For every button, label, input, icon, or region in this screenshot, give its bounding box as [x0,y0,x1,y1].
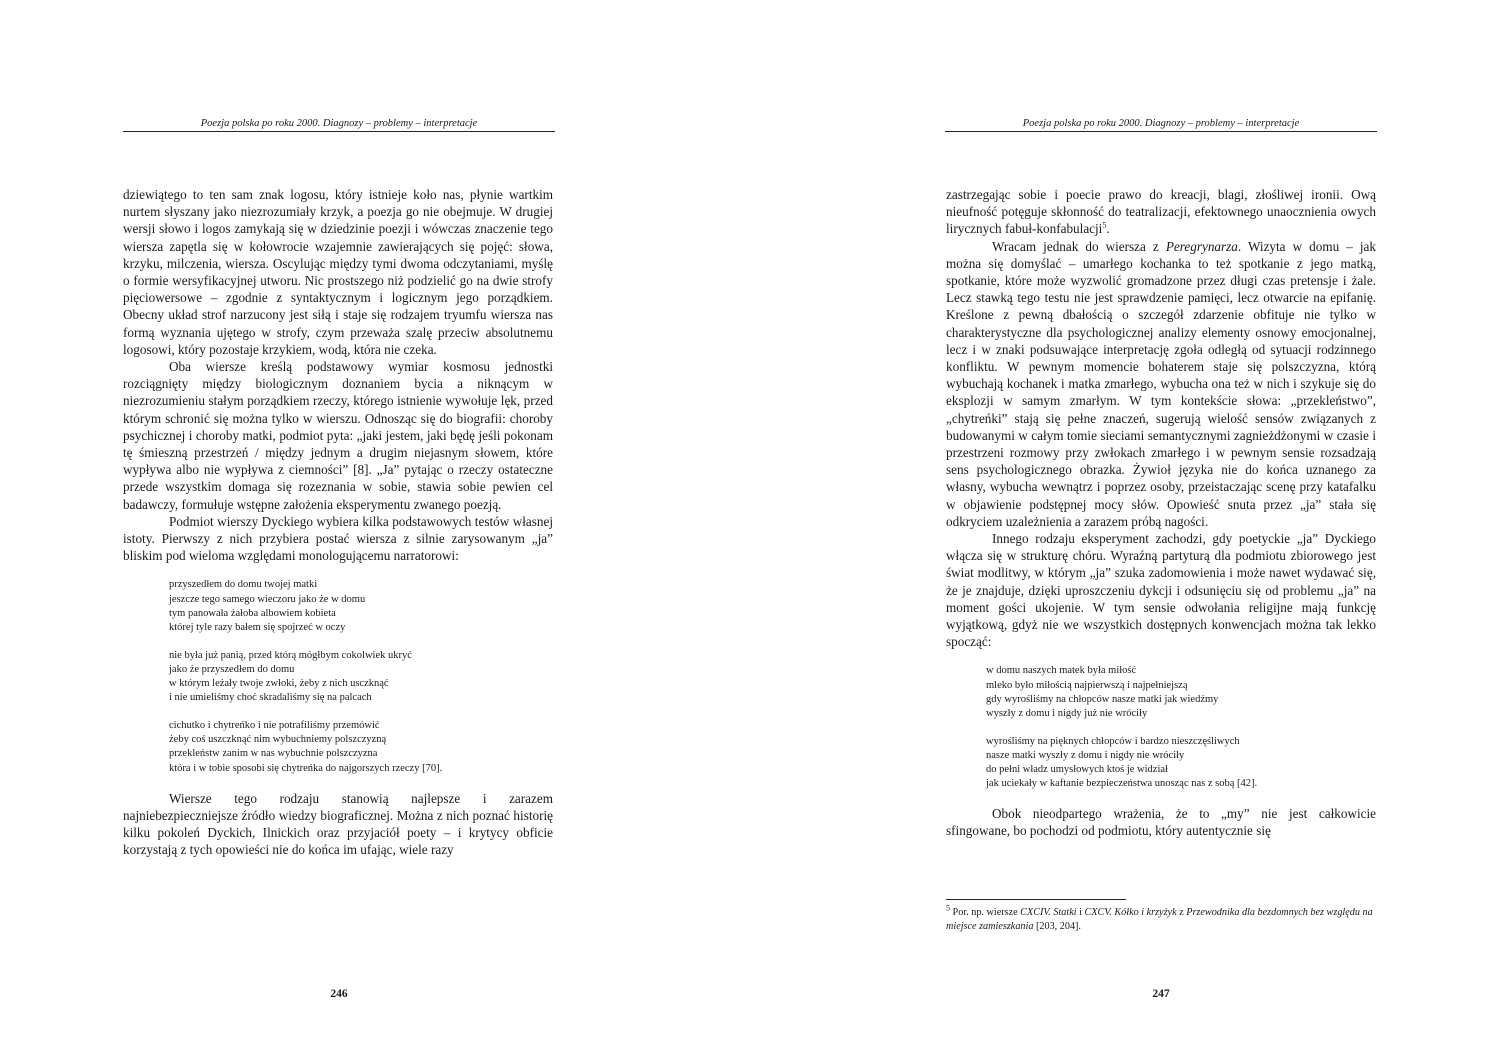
footnote-text: [203, 204]. [1033,921,1081,932]
footnote-text: z [1176,907,1187,918]
footnote-rule [946,899,1126,900]
header-rule [945,131,1377,132]
poem-line: nie była już panią, przed którą mógłbym cokolwiek ukryć [169,649,412,661]
book-title: Peregrynarza [1165,238,1238,254]
paragraph: Podmiot wierszy Dyckiego wybiera kilka podstawowych testów własnej istoty. Pierwszy z nich przybiera postać wiersza z silnie zarysowanym „ja” bliskim pod wieloma względami monologującemu narratorowi: [123,513,553,564]
paragraph [946,238,1376,530]
stanza [169,578,553,634]
paragraph: dziewiątego to ten sam znak logosu, który istnieje koło nas, płynie wartkim nurtem słyszany jako niezrozumiały krzyk, a poezja go nie obejmuje. W drugiej wersji słowo i logos zamykają się w dziedzinie poezji i wówczas znaczenie tego wiersza zapętla się w kołowrocie wzajemnie zawierających się pojęć: słowa, krzyku, milczenia, wiersza. Oscylując między tymi dwoma odczytaniami, myślę o formie wersyfikacyjnej utworu. Nic prostszego niż podzielić go na dwie strofy pięciowersowe – zgodnie z syntaktycznym i logicznym jego porządkiem. Obecny układ strof narzucony jest siłą i staje się rodzajem tryumfu wiersza nas formą wyznania ujętego w strofy, czym przeważa szalę przeciw absolutnemu logosowi, który pozostaje krzykiem, wodą, która nie czeka. [123,187,553,357]
paragraph: Oba wiersze kreślą podstawowy wymiar kosmosu jednostki rozciągnięty między biologicznym doznaniem bycia a niknącym w niezrozumieniu stałym porządkiem rzeczy, którego istnienie wywołuje lęk, przed którym schronić się można tylko w wierszu. Odnosząc się do biografii: choroby psychicznej i choroby matki, podmiot pyta: „jaki jestem, jaki będę jeśli pokonam tę śmieszną przestrzeń / między jednym a drugim niejasnym słowem, które wypływa albo nie wypływa z ciemności” [8]. „Ja” pytając o rzeczy ostateczne przede wszystkim domaga się rozeznania w sobie, stawia sobie pewien cel badawczy, formułuje wstępne założenia eksperymentu zwanego poezją. [123,359,553,512]
poem-quote [986,664,1376,791]
stanza [169,719,553,775]
poem-line: w którym leżały twoje zwłoki, żeby z nich usczknąć [169,678,389,690]
poem-line: która i w tobie sposobi się chytreńka do najgorszych rzeczy [70]. [169,762,443,774]
poem-line: żeby coś uszczknąć nim wybuchniemy polszczyzną [169,734,387,746]
poem-quote [169,578,553,775]
poem-line: wyszły z domu i nigdy już nie wróciły [986,707,1148,719]
footnote-title: Przewodnika dla bezdomnych bez względu na miejsce zamieszkania [946,907,1373,932]
page-number: 246 [330,988,348,1000]
poem-line: mleko było miłością najpierwszą i najpełniejszą [986,679,1188,691]
poem-line: przyszedłem do domu twojej matki [169,579,318,591]
page-number: 247 [1152,988,1170,1000]
paragraph: Wiersze tego rodzaju stanowią najlepsze i zarazem najniebezpieczniejsze źródło wiedzy biograficznej. Można z nich poznać historię kilku pokoleń Dyckich, Ilnickich oraz przyjaciół poety – i krytycy obficie korzystają z tych opowieści nie do końca im ufając, wiele razy [123,790,553,858]
stanza [986,664,1376,720]
footnote-text: i [1076,907,1085,918]
poem-line: wyrośliśmy na pięknych chłopców i bardzo nieszczęśliwych [986,735,1240,747]
footnote-reference[interactable]: 5 [1102,221,1107,231]
body-text [123,186,553,858]
stanza [169,649,553,705]
footnote-text: Por. np. wiersze [950,907,1021,918]
poem-line: nasze matki wyszły z domu i nigdy nie wróciły [986,749,1185,761]
poem-line: której tyle razy bałem się spojrzeć w oczy [169,621,346,633]
poem-line: jako że przyszedłem do domu [169,663,295,675]
stanza [986,735,1376,791]
poem-line: jeszcze tego samego wieczoru jako że w domu [169,593,366,605]
footnote-title: CXCV. Kółko i krzyżyk [1084,907,1177,918]
footnote-mark: 5 [946,903,950,913]
footnote [946,903,1378,934]
body-text [946,186,1376,840]
poem-line: tym panowała żałoba albowiem kobieta [169,607,336,619]
poem-line: cichutko i chytreńko i nie potrafiliśmy przemówić [169,720,380,732]
poem-line: gdy wyrośliśmy na chłopców nasze matki jak wiedźmy [986,693,1219,705]
paragraph: Obok nieodpartego wrażenia, że to „my” nie jest całkowicie sfingowane, bo pochodzi od podmiotu, który autentycznie się [946,806,1376,839]
paragraph: Innego rodzaju eksperyment zachodzi, gdy poetyckie „ja” Dyckiego włącza się w strukturę chóru. Wyraźną partyturą dla podmiotu zbiorowego jest świat modlitwy, w którym „ja” szuka zadomowienia i może nawet wydawać się, że je znajduje, dzięki uproszczeniu dykcji i odsunięciu się od problemu „ja” na moment gości ukojenie. W tym sensie odwołania religijne mają funkcję wyjątkową, gdyż nie we wszystkich dostępnych konwencjach można tak lekko spocząć: [946,531,1376,650]
poem-line: w domu naszych matek była miłość [986,665,1137,677]
header-rule [123,131,555,132]
running-head: Poezja polska po roku 2000. Diagnozy – problemy – interpretacje [200,118,478,129]
paragraph [946,186,1376,238]
right-page [750,0,1500,1061]
footnote-title: CXCIV. Statki [1020,907,1077,918]
poem-line: jak uciekały w kaftanie bezpieczeństwa unosząc nas z sobą [42]. [986,778,1258,790]
paragraph-text: . Wizyta w domu – jak można się domyślać – umarłego kochanka to też spotkanie z jego matką, spotkanie, które może wyzwolić gromadzone przez długi czas pretensje i żale. Lecz stawką tego testu nie jest sprawdzenie pamięci, lecz otwarcie na epifanię. Kreślone z pewną dbałością o szczegół zdarzenie obfituje nie tylko w charakterystyczne dla psychologicznej analizy elementy osnowy emocjonalnej, lecz i w znaki podsuwające interpretację zgoła odległą od sytuacji rodzinnego konfliktu. W pewnym momencie bohaterem staje się polszczyzna, którą wybuchają kochanek i matka zmarłego, wybucha ona też w nich i szykuje się do eksplozji w samym zmarłym. W tym kontekście słowa: „przekleństwo”, „chytreńki” stają się pełne znaczeń, sugerują wielość sensów związanych z budowanymi w całym tomie sieciami semantycznymi zagnieżdżonymi w czasie i przestrzeni rozmowy przy zwłokach zmarłego i w pewnym sensie rozsadzają sens psychologicznego obrazka. Żywioł języka nie do końca uznanego za własny, wybucha wewnątrz i poprzez osoby, przeistaczając scenę przy katafalku w objawienie podstępnej mocy słów. Opowieść snuta przez „ja” stała się odkryciem uzależnienia a zarazem próbą nagości. [946,238,1376,529]
running-head: Poezja polska po roku 2000. Diagnozy – problemy – interpretacje [1022,118,1300,129]
paragraph-text: Wracam jednak do wiersza z [992,238,1166,254]
poem-line: do pełni władz umysłowych ktoś je widział [986,764,1168,776]
paragraph-text: zastrzegając sobie i poecie prawo do kreacji, blagi, złośliwej ironii. Ową nieufność potęguje skłonność do teatralizacji, efektownego unaocznienia owych lirycznych fabuł-konfabulacji [946,187,1376,237]
poem-line: i nie umieliśmy choć skradaliśmy się na palcach [169,692,372,704]
poem-line: przekleństw zanim w nas wybuchnie polszczyzna [169,748,378,760]
paragraph-end: . [1106,221,1110,237]
